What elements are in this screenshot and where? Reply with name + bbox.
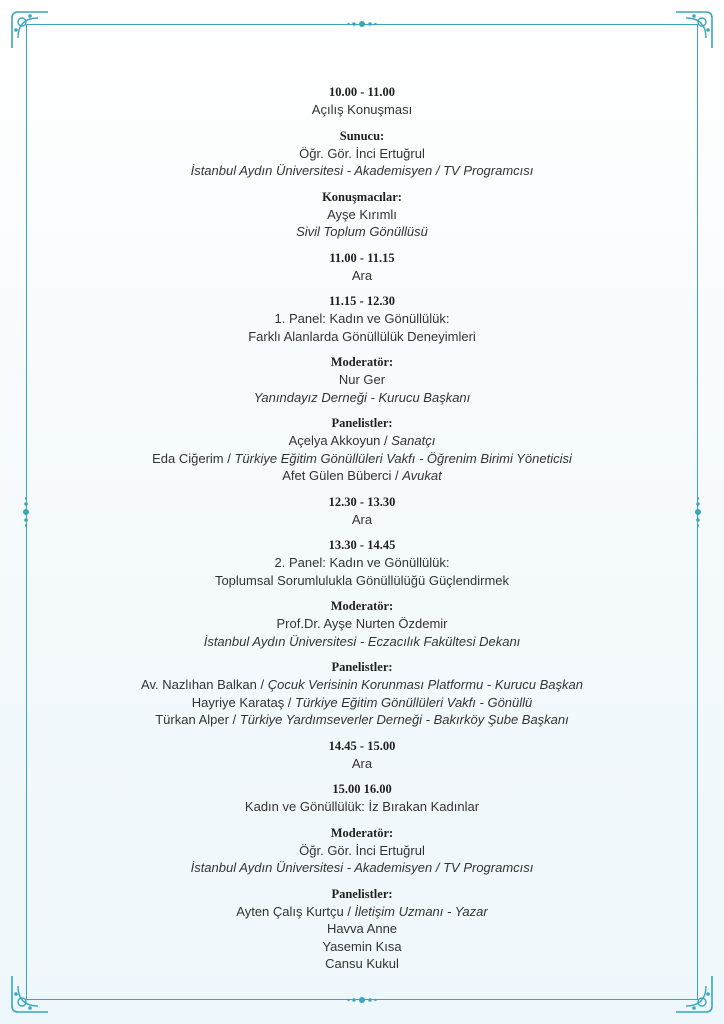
right-ornament-icon (692, 497, 704, 527)
section-heading: 14.45 - 15.00 (328, 738, 396, 753)
schedule-section (60, 415, 664, 485)
panelist (60, 694, 664, 712)
section-line: Öğr. Gör. İnci Ertuğrul (299, 145, 425, 161)
schedule-section (60, 537, 664, 589)
section-line: Ara (351, 267, 373, 283)
section-line: Ayşe Kırımlı (327, 206, 397, 222)
schedule-section (60, 659, 664, 729)
section-heading: 13.30 - 14.45 (328, 538, 396, 552)
section-heading: Panelistler: (331, 660, 393, 674)
panelist (60, 920, 664, 938)
panelist-name: Afet Gülen Büberci / (282, 468, 403, 483)
panelist-role: Çocuk Verisinin Korunması Platformu - Kurucu Başkan (267, 677, 583, 692)
section-line: Öğr. Gör. İnci Ertuğrul (299, 842, 425, 858)
section-line: Farklı Alanlarda Gönüllülük Deneyimleri (248, 328, 476, 344)
panelist (60, 938, 664, 956)
schedule-section (60, 825, 664, 877)
panelist (60, 955, 664, 973)
section-line: Ara (351, 755, 373, 771)
section-heading: 12.30 - 13.30 (328, 494, 396, 509)
section-heading: Moderatör: (330, 355, 394, 369)
panelist-role: Avukat (402, 468, 442, 483)
section-affiliation: Sivil Toplum Gönüllüsü (296, 224, 428, 239)
panelist-name: Türkan Alper / (155, 712, 240, 727)
schedule-section (60, 84, 664, 119)
schedule-section (60, 354, 664, 406)
section-heading: 11.00 - 11.15 (329, 250, 395, 265)
section-heading: Moderatör: (330, 825, 394, 840)
panelist-name: Cansu Kukul (325, 956, 399, 971)
section-heading: 10.00 - 11.00 (329, 85, 395, 99)
bottom-ornament-icon (347, 994, 377, 1006)
corner-ornament-icon (8, 972, 52, 1016)
panelist-name: Ayten Çalış Kurtçu / (236, 903, 355, 919)
schedule-section (60, 781, 664, 816)
corner-ornament-icon (672, 972, 716, 1016)
section-affiliation: İstanbul Aydın Üniversitesi - Akademisyen / TV Programcısı (190, 163, 534, 178)
panelist-name: Yasemin Kısa (322, 938, 402, 954)
section-line: Kadın ve Gönüllülük: İz Bırakan Kadınlar (244, 799, 480, 814)
section-heading: Moderatör: (330, 599, 394, 613)
program-schedule (60, 84, 664, 982)
section-heading: 15.00 16.00 (332, 782, 392, 796)
panelist (60, 711, 664, 729)
top-ornament-icon (347, 18, 377, 30)
corner-ornament-icon (672, 8, 716, 52)
section-affiliation: Yanındayız Derneği - Kurucu Başkanı (253, 389, 471, 405)
panelist (60, 903, 664, 921)
panelist-name: Av. Nazlıhan Balkan / (141, 677, 268, 692)
schedule-section (60, 189, 664, 241)
left-ornament-icon (20, 497, 32, 527)
section-line: Prof.Dr. Ayşe Nurten Özdemir (276, 616, 448, 631)
panelist-name: Açelya Akkoyun / (288, 433, 392, 448)
schedule-section (60, 494, 664, 529)
section-affiliation: İstanbul Aydın Üniversitesi - Akademisyen / TV Programcısı (190, 860, 534, 875)
panelist-role: Türkiye Eğitim Gönüllüleri Vakfı - Öğrenim Birimi Yöneticisi (234, 450, 572, 466)
panelist-name: Eda Ciğerim / (152, 450, 235, 466)
schedule-section (60, 598, 664, 650)
panelist-name: Hayriye Karataş / (191, 694, 296, 710)
section-line: 1. Panel: Kadın ve Gönüllülük: (274, 311, 450, 326)
section-line: Ara (351, 511, 373, 527)
schedule-section (60, 886, 664, 973)
section-heading: Panelistler: (331, 886, 393, 901)
section-line: Açılış Konuşması (311, 102, 413, 117)
section-heading: 11.15 - 12.30 (329, 294, 395, 308)
panelist (60, 676, 664, 694)
panelist (60, 432, 664, 450)
panelist-name: Havva Anne (326, 921, 398, 936)
panelist-role: Sanatçı (391, 433, 436, 448)
section-heading: Konuşmacılar: (322, 189, 402, 204)
panelist (60, 467, 664, 485)
schedule-section (60, 293, 664, 345)
section-line: Nur Ger (338, 372, 386, 387)
section-line: Toplumsal Sorumlulukla Gönüllülüğü Güçlendirmek (214, 572, 510, 588)
schedule-section (60, 250, 664, 285)
panelist-role: Türkiye Yardımseverler Derneği - Bakırköy Şube Başkanı (239, 712, 569, 727)
panelist-role: İletişim Uzmanı - Yazar (354, 903, 488, 919)
schedule-section (60, 738, 664, 773)
panelist (60, 450, 664, 468)
section-affiliation: İstanbul Aydın Üniversitesi - Eczacılık Fakültesi Dekanı (203, 633, 521, 649)
section-heading: Sunucu: (339, 128, 385, 143)
panelist-role: Türkiye Eğitim Gönüllüleri Vakfı - Gönüllü (295, 694, 533, 710)
corner-ornament-icon (8, 8, 52, 52)
schedule-section (60, 128, 664, 180)
section-line: 2. Panel: Kadın ve Gönüllülük: (274, 555, 450, 570)
section-heading: Panelistler: (331, 416, 393, 430)
